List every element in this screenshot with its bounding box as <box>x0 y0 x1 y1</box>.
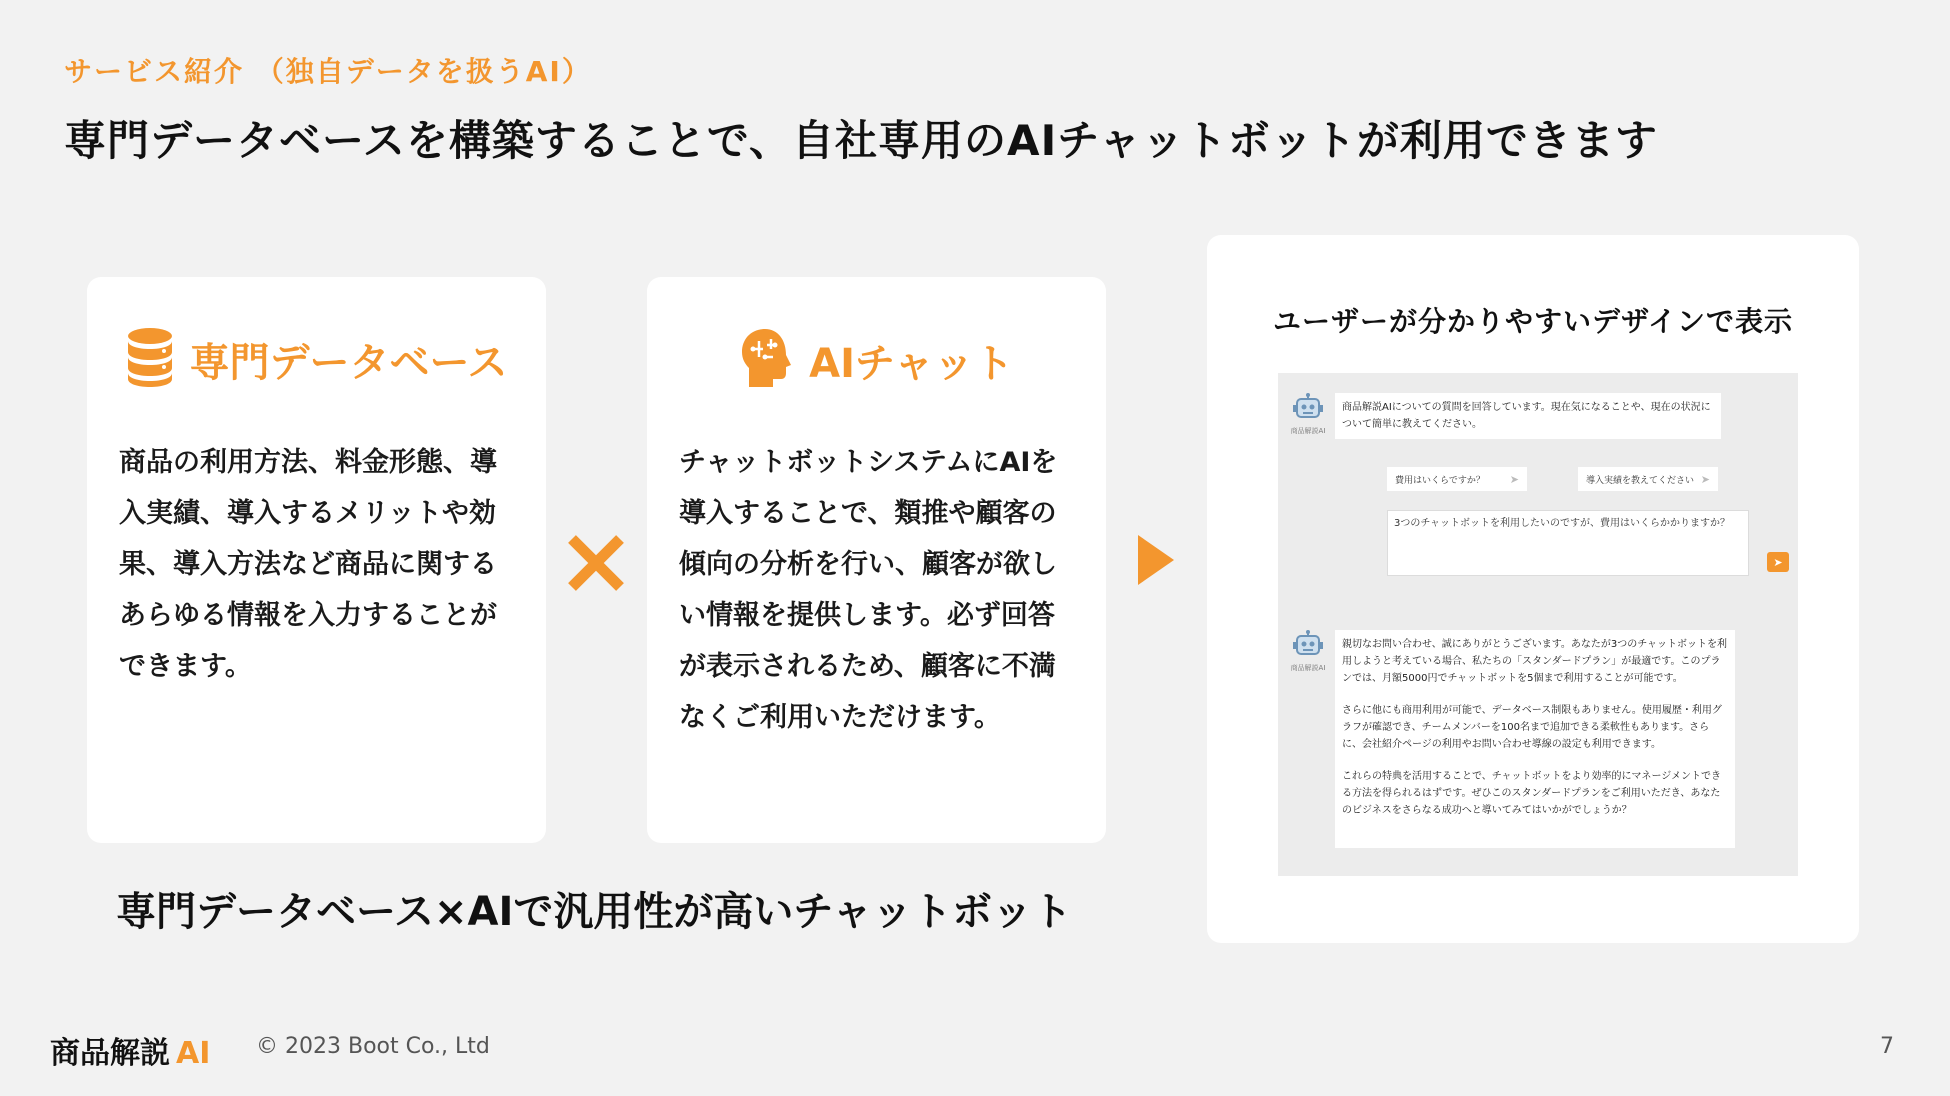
ai-chat-card-title: AIチャット <box>809 340 1014 387</box>
bot-greeting-bubble <box>1335 393 1721 439</box>
page-number: 7 <box>1880 1034 1894 1059</box>
ai-chat-card <box>647 277 1106 843</box>
copyright: © 2023 Boot Co., Ltd <box>256 1034 490 1059</box>
robot-icon <box>1293 630 1323 658</box>
suggestion-chip[interactable] <box>1578 467 1718 491</box>
send-icon: ➤ <box>1773 555 1783 569</box>
brand-logo <box>50 1028 210 1072</box>
chat-window <box>1278 373 1798 876</box>
suggestion-text: 費用はいくらですか？ <box>1395 475 1485 486</box>
send-button[interactable] <box>1767 552 1789 572</box>
bot-name-label: 商品解説AI <box>1290 427 1326 435</box>
brand-logo-accent: AI <box>176 1036 211 1071</box>
eyebrow-label: サービス紹介 （独自データを扱うAI） <box>64 55 592 88</box>
database-icon <box>126 327 174 391</box>
chat-demo-title: ユーザーが分かりやすいデザインで表示 <box>1272 305 1794 338</box>
tagline: 専門データベース×AIで汎用性が高いチャットボット <box>116 889 1073 935</box>
brand-logo-main: 商品解説 <box>50 1036 170 1071</box>
ai-head-icon <box>739 327 793 393</box>
bot-answer-bubble <box>1335 630 1735 848</box>
answer-paragraph: さらに他にも商用利用が可能で、データベース制限もありません。使用履歴・利用グラフが確認でき、チームメンバーを100名まで追加できる柔軟性もあります。さらに、会社紹介ページの利用やお問い合わせ導線の設定も利用できます。 <box>1342 705 1722 750</box>
chat-message-input[interactable]: 3つのチャットボットを利用したいのですが、費用はいくらかかりますか？ <box>1387 510 1749 576</box>
play-arrow-icon <box>1138 535 1174 589</box>
ai-chat-card-body: チャットボットシステムにAIを導入することで、類推や顧客の傾向の分析を行い、顧客が欲しい情報を提供します。必ず回答が表示されるため、顧客に不満なくご利用いただけます。 <box>679 447 1058 733</box>
answer-paragraph: 親切なお問い合わせ、誠にありがとうございます。あなたが3つのチャットボットを利用しようと考えている場合、私たちの「スタンダードプラン」が最適です。このプランでは、月額5000円でチャットボットを5個まで利用することが可能です。 <box>1342 639 1727 684</box>
bot-avatar <box>1288 393 1328 436</box>
send-icon: ➤ <box>1509 472 1519 486</box>
page-headline: 専門データベースを構築することで、自社専用のAIチャットボットが利用できます <box>64 116 1658 165</box>
robot-icon <box>1293 393 1323 421</box>
bot-avatar <box>1288 630 1328 673</box>
bot-name-label: 商品解説AI <box>1290 664 1326 672</box>
suggestion-text: 導入実績を教えてください <box>1586 475 1695 486</box>
bot-greeting-text: 商品解説AIについての質問を回答しています。現在気になることや、現在の状況について簡単に教えてください。 <box>1342 402 1711 430</box>
database-card-body: 商品の利用方法、料金形態、導入実績、導入するメリットや効果、導入方法など商品に関するあらゆる情報を入力することができます。 <box>119 447 497 682</box>
send-icon: ➤ <box>1700 472 1710 486</box>
database-card <box>87 277 546 843</box>
multiply-icon <box>566 533 626 597</box>
suggestion-chip[interactable] <box>1387 467 1527 491</box>
chat-demo-card <box>1207 235 1859 943</box>
ai-chat-card-header <box>647 327 1106 393</box>
answer-paragraph: これらの特典を活用することで、チャットボットをより効率的にマネージメントできる方法を得られるはずです。ぜひこのスタンダードプランをご利用いただき、あなたのビジネスをさらなる成功へと導いてみてはいかがでしょうか？ <box>1342 771 1721 816</box>
database-card-header <box>87 327 546 391</box>
database-card-title: 専門データベース <box>189 339 508 386</box>
